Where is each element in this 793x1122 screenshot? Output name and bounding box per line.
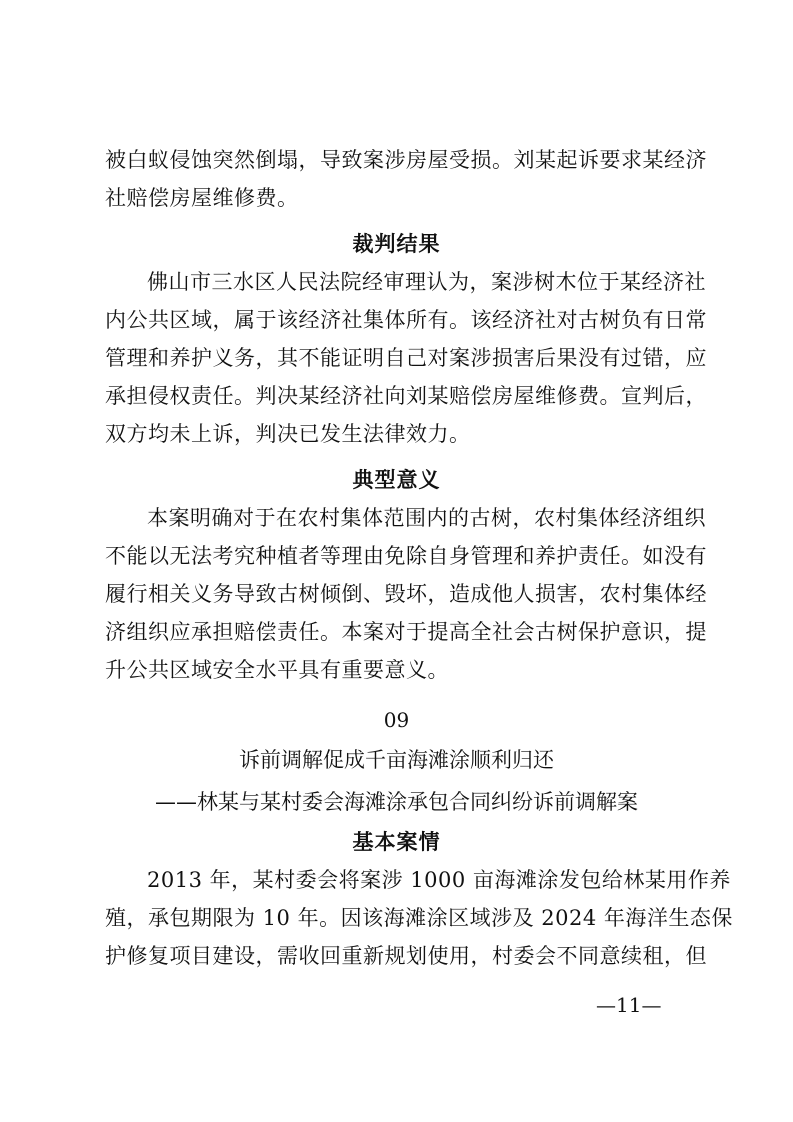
section-heading-judgment: 裁判结果 [352, 231, 441, 256]
paragraph-line: 升公共区域安全水平具有重要意义。 [105, 658, 449, 682]
paragraph-line: 济组织应承担赔偿责任。本案对于提高全社会古树保护意识，提 [105, 620, 707, 644]
paragraph-line: 社赔偿房屋维修费。 [105, 186, 299, 210]
case-subtitle: ——林某与某村委会海滩涂承包合同纠纷诉前调解案 [155, 790, 638, 814]
paragraph-line: 2013 年，某村委会将案涉 1000 亩海滩涂发包给林某用作养 [147, 868, 731, 892]
section-heading-significance: 典型意义 [352, 467, 441, 492]
paragraph-line: 护修复项目建设，需收回重新规划使用，村委会不同意续租，但 [105, 944, 707, 968]
page-number: —11— [596, 993, 662, 1017]
paragraph-line: 履行相关义务导致古树倾倒、毁坏，造成他人损害，农村集体经 [105, 582, 707, 606]
paragraph-line: 内公共区域，属于该经济社集体所有。该经济社对古树负有日常 [105, 308, 707, 332]
case-number: 09 [383, 708, 410, 732]
paragraph-line: 不能以无法考究种植者等理由免除自身管理和养护责任。如没有 [105, 544, 707, 568]
paragraph-line: 承担侵权责任。判决某经济社向刘某赔偿房屋维修费。宣判后， [105, 384, 707, 408]
case-title: 诉前调解促成千亩海滩涂顺利归还 [239, 748, 554, 772]
paragraph-line: 殖，承包期限为 10 年。因该海滩涂区域涉及 2024 年海洋生态保 [105, 906, 733, 930]
paragraph-line: 管理和养护义务，其不能证明自己对案涉损害后果没有过错，应 [105, 346, 707, 370]
paragraph-line: 本案明确对于在农村集体范围内的古树，农村集体经济组织 [147, 506, 706, 530]
paragraph-line: 被白蚁侵蚀突然倒塌，导致案涉房屋受损。刘某起诉要求某经济 [105, 148, 707, 172]
paragraph-line: 双方均未上诉，判决已发生法律效力。 [105, 422, 471, 446]
paragraph-line: 佛山市三水区人民法院经审理认为，案涉树木位于某经济社 [147, 270, 706, 294]
section-heading-facts: 基本案情 [352, 829, 441, 854]
